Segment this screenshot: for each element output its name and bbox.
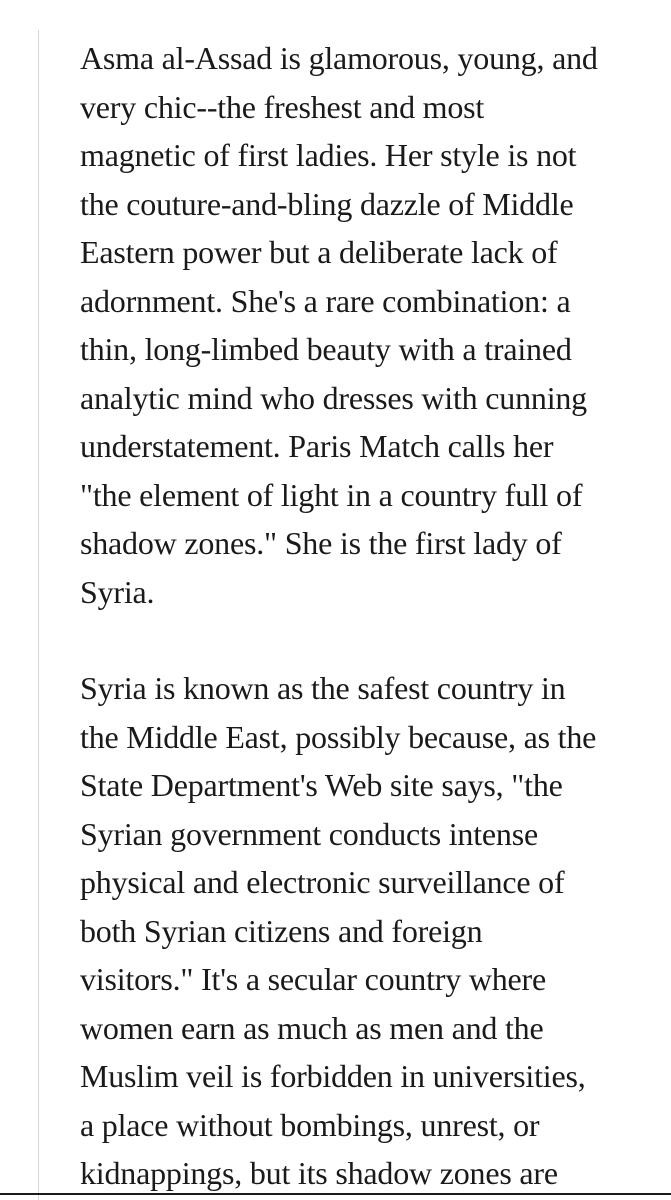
article-paragraph-1 xyxy=(80,34,640,616)
article-body xyxy=(80,34,640,1198)
text-line: both Syrian citizens and foreign xyxy=(80,912,483,949)
text-line: the Middle East, possibly because, as the xyxy=(80,718,597,755)
article-paragraph-2 xyxy=(80,664,640,1198)
text-line: kidnappings, but its shadow zones are xyxy=(80,1155,558,1191)
text-line: adornment. She's a rare combination: a xyxy=(80,282,571,319)
text-line: Eastern power but a deliberate lack of xyxy=(80,234,558,270)
text-line: the couture-and-bling dazzle of Middle xyxy=(80,185,574,222)
text-line: analytic mind who dresses with cunning xyxy=(80,379,587,416)
text-line: Syria. xyxy=(80,573,155,610)
text-line: Syria is known as the safest country in xyxy=(80,670,566,706)
text-line: thin, long-limbed beauty with a trained xyxy=(80,331,572,367)
text-line: women earn as much as men and the xyxy=(80,1009,544,1046)
text-line: Muslim veil is forbidden in universities, xyxy=(80,1058,586,1094)
text-line: State Department's Web site says, "the xyxy=(80,767,563,803)
text-line: very chic--the freshest and most xyxy=(80,88,485,125)
left-margin-rule xyxy=(38,30,39,1200)
text-line: visitors." It's a secular country where xyxy=(80,961,546,997)
text-line: a place without bombings, unrest, or xyxy=(80,1106,540,1143)
bottom-divider xyxy=(0,1193,671,1195)
text-line: magnetic of first ladies. Her style is not xyxy=(80,137,577,173)
text-line: "the element of light in a country full of xyxy=(80,476,583,513)
text-line: shadow zones." She is the first lady of xyxy=(80,525,562,561)
text-line: Syrian government conducts intense xyxy=(80,815,538,852)
text-line: understatement. Paris Match calls her xyxy=(80,428,554,464)
text-line: physical and electronic surveillance of xyxy=(80,864,565,900)
text-line: Asma al-Assad is glamorous, young, and xyxy=(80,40,598,76)
